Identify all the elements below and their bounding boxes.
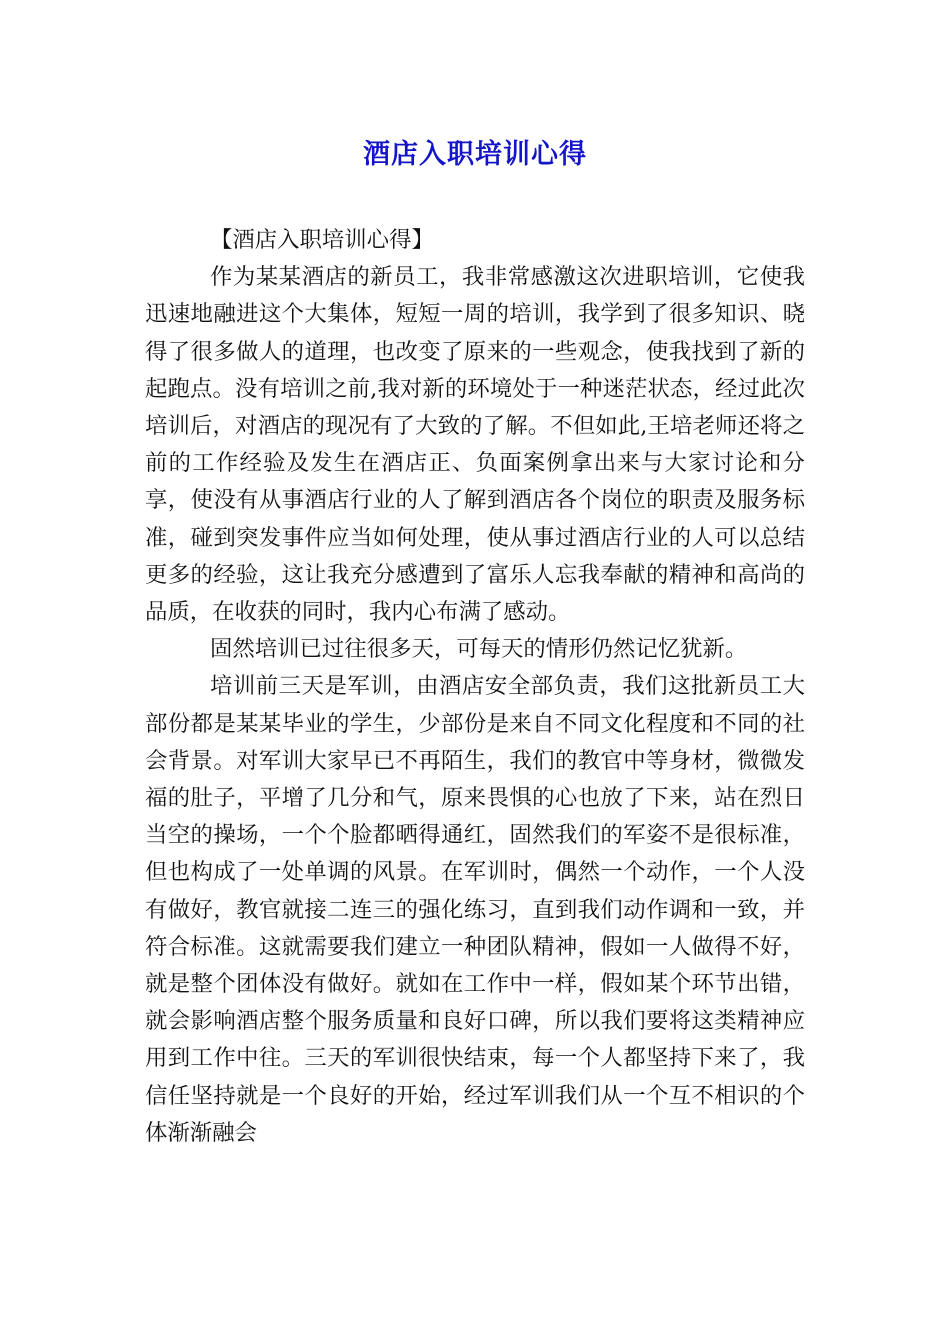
paragraph: 作为某某酒店的新员工，我非常感激这次进职培训，它使我迅速地融进这个大集体，短短一周的培训，我学到了很多知识、晓得了很多做人的道理，也改变了原来的一些观念，使我找到了新的起跑点。没有培训之前,我对新的环境处于一种迷茫状态，经过此次培训后，对酒店的现况有了大致的了解。不但如此,王培老师还将之前的工作经验及发生在酒店正、负面案例拿出来与大家讨论和分享，使没有从事酒店行业的人了解到酒店各个岗位的职责及服务标准，碰到突发事件应当如何处理，使从事过酒店行业的人可以总结更多的经验，这让我充分感遭到了富乐人忘我奉献的精神和高尚的品质，在收获的同时，我内心布满了感动。 — [145, 264, 805, 626]
paragraph: 培训前三天是军训，由酒店安全部负责，我们这批新员工大部份都是某某毕业的学生，少部份是来自不同文化程度和不同的社会背景。对军训大家早已不再陌生，我们的教官中等身材，微微发福的肚子，平增了几分和气，原来畏惧的心也放了下来，站在烈日当空的操场，一个个脸都晒得通红，固然我们的军姿不是很标准，但也构成了一处单调的风景。在军训时，偶然一个动作，一个人没有做好，教官就接二连三的强化练习，直到我们动作调和一致，并符合标准。这就需要我们建立一种团队精神，假如一人做得不好，就是整个团体没有做好。就如在工作中一样，假如某个环节出错，就会影响酒店整个服务质量和良好口碑，所以我们要将这类精神应用到工作中往。三天的军训很快结束，每一个人都坚持下来了，我信任坚持就是一个良好的开始，经过军训我们从一个互不相识的个体渐渐融会 — [145, 673, 805, 1146]
document-body — [145, 222, 805, 1152]
paragraph: 固然培训已过往很多天，可每天的情形仍然记忆犹新。 — [209, 636, 748, 663]
document-title: 酒店入职培训心得 — [363, 139, 587, 170]
paragraph-heading: 【酒店入职培训心得】 — [209, 227, 434, 253]
